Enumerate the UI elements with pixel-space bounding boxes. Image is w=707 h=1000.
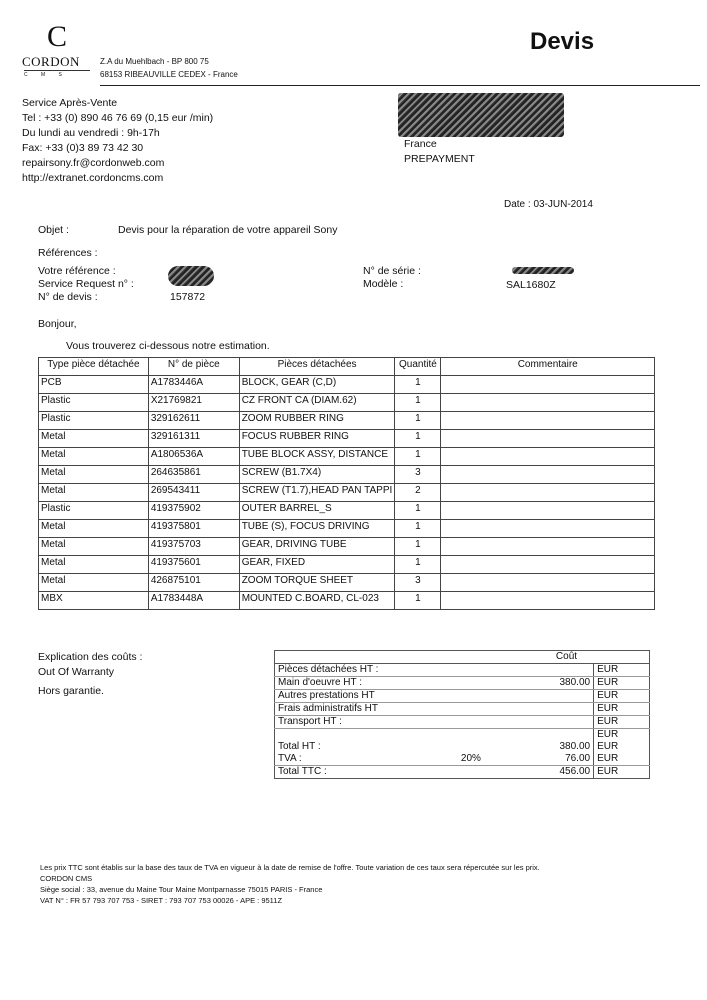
quote-date: Date : 03-JUN-2014 xyxy=(504,199,593,210)
part-quantity: 3 xyxy=(395,466,441,484)
part-comment xyxy=(441,574,655,592)
cost-amount: 76.00 xyxy=(484,753,594,766)
logo-subtitle: C M S xyxy=(24,70,90,78)
part-quantity: 2 xyxy=(395,484,441,502)
devis-number-value: 157872 xyxy=(170,291,206,303)
service-request-label: Service Request n° : xyxy=(38,278,134,290)
part-quantity: 1 xyxy=(395,538,441,556)
footer-registration: VAT N° : FR 57 793 707 753 - SIRET : 793 707 753 00026 - APE : 9511Z xyxy=(40,896,283,905)
part-number: X21769821 xyxy=(148,394,239,412)
cost-amount xyxy=(484,703,594,716)
part-number: 426875101 xyxy=(148,574,239,592)
model-value: SAL1680Z xyxy=(506,279,556,291)
header-part-name: Pièces détachées xyxy=(239,358,395,376)
cost-row xyxy=(275,741,650,753)
service-email: repairsony.fr@cordonweb.com xyxy=(22,157,165,169)
part-comment xyxy=(441,394,655,412)
part-type: Metal xyxy=(39,556,149,574)
part-number: 419375801 xyxy=(148,520,239,538)
cost-currency: EUR xyxy=(594,690,650,703)
cost-explanation xyxy=(38,650,142,699)
part-comment xyxy=(441,520,655,538)
service-tel: Tel : +33 (0) 890 46 76 69 (0,15 eur /min) xyxy=(22,112,214,124)
cost-header-row xyxy=(275,651,650,664)
cost-amount: 456.00 xyxy=(484,766,594,779)
cost-row xyxy=(275,664,650,677)
part-type: Metal xyxy=(39,538,149,556)
part-name: MOUNTED C.BOARD, CL-023 xyxy=(239,592,395,610)
cost-currency: EUR xyxy=(594,703,650,716)
part-number: 269543411 xyxy=(148,484,239,502)
cost-label: Transport HT : xyxy=(275,716,423,729)
customer-block xyxy=(404,137,475,167)
part-name: BLOCK, GEAR (C,D) xyxy=(239,376,395,394)
cost-amount xyxy=(484,716,594,729)
part-type: Plastic xyxy=(39,502,149,520)
part-type: Plastic xyxy=(39,412,149,430)
address-line-2: 68153 RIBEAUVILLE CEDEX - France xyxy=(100,70,238,79)
document-title: Devis xyxy=(530,28,595,55)
cost-label xyxy=(275,729,423,742)
parts-table xyxy=(38,357,655,610)
company-address xyxy=(100,55,238,81)
redacted-service-request xyxy=(168,266,214,286)
cost-row xyxy=(275,716,650,729)
service-hours: Du lundi au vendredi : 9h-17h xyxy=(22,127,160,139)
logo-letter: C xyxy=(46,20,67,53)
cost-currency: EUR xyxy=(594,741,650,753)
cost-currency: EUR xyxy=(594,716,650,729)
part-type: Metal xyxy=(39,484,149,502)
cost-percent xyxy=(422,664,484,677)
part-number: 419375703 xyxy=(148,538,239,556)
part-comment xyxy=(441,448,655,466)
references-labels xyxy=(38,265,134,304)
parts-row xyxy=(39,430,655,448)
warranty-status-en: Out Of Warranty xyxy=(38,666,115,678)
object-label: Objet : xyxy=(38,224,69,236)
part-number: A1783448A xyxy=(148,592,239,610)
parts-row xyxy=(39,484,655,502)
cost-percent xyxy=(422,690,484,703)
part-quantity: 1 xyxy=(395,592,441,610)
part-comment xyxy=(441,592,655,610)
parts-row xyxy=(39,448,655,466)
cost-label: Main d'oeuvre HT : xyxy=(275,677,423,690)
parts-table-header xyxy=(39,358,655,376)
part-comment xyxy=(441,538,655,556)
part-quantity: 1 xyxy=(395,430,441,448)
cost-percent xyxy=(422,741,484,753)
cost-currency: EUR xyxy=(594,753,650,766)
part-quantity: 1 xyxy=(395,394,441,412)
part-comment xyxy=(441,484,655,502)
part-type: Metal xyxy=(39,430,149,448)
part-number: 419375902 xyxy=(148,502,239,520)
intro-text: Vous trouverez ci-dessous notre estimation. xyxy=(66,340,270,352)
cost-percent xyxy=(422,716,484,729)
part-type: PCB xyxy=(39,376,149,394)
footer-vat-notice: Les prix TTC sont établis sur la base des taux de TVA en vigueur à la date de remise de l'offre. Toute variation de ces taux sera répercutée sur les prix. xyxy=(40,863,540,872)
part-name: SCREW (B1.7X4) xyxy=(239,466,395,484)
part-type: Metal xyxy=(39,466,149,484)
part-comment xyxy=(441,502,655,520)
devis-number-label: N° de devis : xyxy=(38,291,98,303)
parts-row xyxy=(39,376,655,394)
greeting: Bonjour, xyxy=(38,318,77,330)
part-comment xyxy=(441,430,655,448)
part-type: MBX xyxy=(39,592,149,610)
cost-row xyxy=(275,729,650,742)
cost-currency: EUR xyxy=(594,729,650,742)
part-number: 419375601 xyxy=(148,556,239,574)
cost-label: Total TTC : xyxy=(275,766,423,779)
serial-number-label: N° de série : xyxy=(363,265,421,277)
part-name: ZOOM RUBBER RING xyxy=(239,412,395,430)
part-quantity: 1 xyxy=(395,412,441,430)
part-type: Metal xyxy=(39,520,149,538)
cost-percent: 20% xyxy=(422,753,484,766)
cost-table xyxy=(274,650,650,779)
service-name: Service Après-Vente xyxy=(22,97,118,109)
parts-row xyxy=(39,412,655,430)
cost-row xyxy=(275,677,650,690)
warranty-status-fr: Hors garantie. xyxy=(38,685,104,697)
redacted-customer-address xyxy=(398,93,564,137)
part-number: 329161311 xyxy=(148,430,239,448)
model-label: Modèle : xyxy=(363,278,404,290)
cost-row xyxy=(275,690,650,703)
cost-currency: EUR xyxy=(594,677,650,690)
parts-row xyxy=(39,574,655,592)
cost-amount: 380.00 xyxy=(484,741,594,753)
cost-label: Total HT : xyxy=(275,741,423,753)
part-type: Metal xyxy=(39,448,149,466)
cost-currency: EUR xyxy=(594,766,650,779)
payment-mode: PREPAYMENT xyxy=(404,153,475,165)
object-value: Devis pour la réparation de votre appareil Sony xyxy=(118,224,338,236)
part-name: SCREW (T1.7),HEAD PAN TAPPI xyxy=(239,484,395,502)
parts-row xyxy=(39,502,655,520)
customer-country: France xyxy=(404,138,437,150)
part-comment xyxy=(441,376,655,394)
cost-percent xyxy=(422,766,484,779)
cost-amount xyxy=(484,664,594,677)
part-quantity: 1 xyxy=(395,376,441,394)
cost-row xyxy=(275,766,650,779)
footer-head-office: Siège social : 33, avenue du Maine Tour Maine Montparnasse 75015 PARIS - France xyxy=(40,885,323,894)
cost-amount xyxy=(484,690,594,703)
cost-amount: 380.00 xyxy=(484,677,594,690)
cost-currency: EUR xyxy=(594,664,650,677)
cost-percent xyxy=(422,703,484,716)
legal-footer xyxy=(40,862,540,906)
parts-row xyxy=(39,592,655,610)
header-comment: Commentaire xyxy=(441,358,655,376)
parts-row xyxy=(39,520,655,538)
part-type: Plastic xyxy=(39,394,149,412)
part-name: ZOOM TORQUE SHEET xyxy=(239,574,395,592)
part-name: TUBE BLOCK ASSY, DISTANCE xyxy=(239,448,395,466)
header-type: Type pièce détachée xyxy=(39,358,149,376)
part-number: A1806536A xyxy=(148,448,239,466)
part-name: OUTER BARREL_S xyxy=(239,502,395,520)
device-labels xyxy=(363,265,421,291)
part-quantity: 1 xyxy=(395,448,441,466)
header-quantity: Quantité xyxy=(395,358,441,376)
part-name: TUBE (S), FOCUS DRIVING xyxy=(239,520,395,538)
footer-company: CORDON CMS xyxy=(40,874,93,883)
cost-label: Frais administratifs HT xyxy=(275,703,423,716)
header-divider xyxy=(100,85,700,86)
parts-row xyxy=(39,556,655,574)
part-number: A1783446A xyxy=(148,376,239,394)
address-line-1: Z.A du Muehlbach - BP 800 75 xyxy=(100,57,209,66)
part-quantity: 1 xyxy=(395,502,441,520)
part-type: Metal xyxy=(39,574,149,592)
part-quantity: 1 xyxy=(395,556,441,574)
part-comment xyxy=(441,556,655,574)
part-number: 264635861 xyxy=(148,466,239,484)
cost-explanation-label: Explication des coûts : xyxy=(38,651,143,663)
cost-row xyxy=(275,703,650,716)
cost-label: Autres prestations HT xyxy=(275,690,423,703)
votre-reference-label: Votre référence : xyxy=(38,265,116,277)
cost-label: TVA : xyxy=(275,753,423,766)
parts-row xyxy=(39,466,655,484)
cost-header: Coût xyxy=(484,651,650,664)
parts-row xyxy=(39,538,655,556)
cost-label: Pièces détachées HT : xyxy=(275,664,423,677)
header-part-number: N° de pièce xyxy=(148,358,239,376)
part-comment xyxy=(441,412,655,430)
logo-name: CORDON xyxy=(22,54,80,69)
parts-row xyxy=(39,394,655,412)
part-quantity: 1 xyxy=(395,520,441,538)
references-title: Références : xyxy=(38,247,98,259)
cost-row xyxy=(275,753,650,766)
cost-percent xyxy=(422,677,484,690)
part-name: GEAR, FIXED xyxy=(239,556,395,574)
redacted-serial-number xyxy=(512,267,574,274)
cost-percent xyxy=(422,729,484,742)
part-quantity: 3 xyxy=(395,574,441,592)
service-fax: Fax: +33 (0)3 89 73 42 30 xyxy=(22,142,144,154)
service-web: http://extranet.cordoncms.com xyxy=(22,172,164,184)
part-name: GEAR, DRIVING TUBE xyxy=(239,538,395,556)
cost-amount xyxy=(484,729,594,742)
part-comment xyxy=(441,466,655,484)
part-name: FOCUS RUBBER RING xyxy=(239,430,395,448)
part-number: 329162611 xyxy=(148,412,239,430)
service-contact xyxy=(22,96,213,186)
part-name: CZ FRONT CA (DIAM.62) xyxy=(239,394,395,412)
